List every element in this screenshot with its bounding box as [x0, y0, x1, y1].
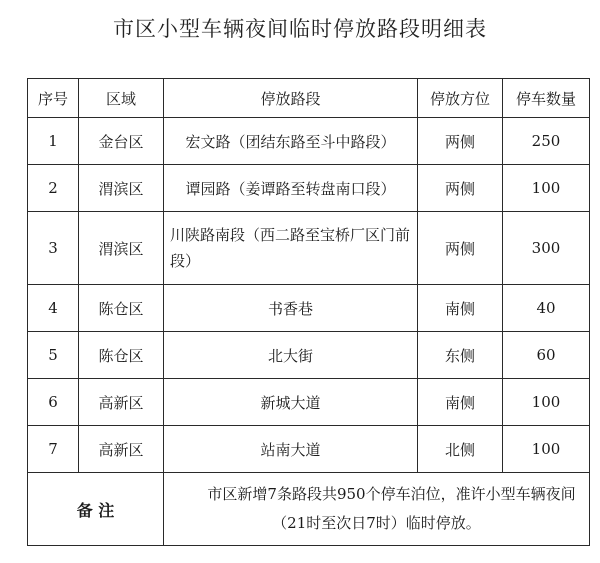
page-title: 市区小型车辆夜间临时停放路段明细表 — [113, 17, 487, 41]
seq-cell: 5 — [28, 332, 79, 379]
seq-cell: 7 — [28, 426, 79, 473]
count-cell: 250 — [503, 118, 590, 165]
count-cell: 100 — [503, 165, 590, 212]
side-cell: 两侧 — [418, 212, 503, 285]
table-row — [28, 212, 590, 285]
side-cell: 北侧 — [418, 426, 503, 473]
district-cell: 陈仓区 — [79, 285, 164, 332]
header-district: 区域 — [79, 79, 164, 118]
road-cell: 川陕路南段（西二路至宝桥厂区门前段） — [164, 212, 418, 285]
table-row — [28, 426, 590, 473]
road-cell: 北大街 — [164, 332, 418, 379]
count-cell: 100 — [503, 379, 590, 426]
count-cell: 100 — [503, 426, 590, 473]
road-cell: 书香巷 — [164, 285, 418, 332]
seq-cell: 6 — [28, 379, 79, 426]
side-cell: 南侧 — [418, 285, 503, 332]
side-cell: 南侧 — [418, 379, 503, 426]
header-seq: 序号 — [28, 79, 79, 118]
note-label: 备 注 — [28, 473, 164, 546]
road-cell: 站南大道 — [164, 426, 418, 473]
seq-cell: 4 — [28, 285, 79, 332]
table-row — [28, 379, 590, 426]
count-cell: 60 — [503, 332, 590, 379]
table-row — [28, 118, 590, 165]
district-cell: 金台区 — [79, 118, 164, 165]
seq-cell: 3 — [28, 212, 79, 285]
side-cell: 两侧 — [418, 165, 503, 212]
count-cell: 40 — [503, 285, 590, 332]
parking-table — [27, 78, 590, 546]
district-cell: 陈仓区 — [79, 332, 164, 379]
header-road: 停放路段 — [164, 79, 418, 118]
seq-cell: 1 — [28, 118, 79, 165]
district-cell: 渭滨区 — [79, 165, 164, 212]
table-row — [28, 332, 590, 379]
header-row — [28, 79, 590, 118]
road-cell: 宏文路（团结东路至斗中路段） — [164, 118, 418, 165]
side-cell: 东侧 — [418, 332, 503, 379]
district-cell: 高新区 — [79, 379, 164, 426]
road-cell: 新城大道 — [164, 379, 418, 426]
table-row — [28, 165, 590, 212]
road-cell: 谭园路（姜谭路至转盘南口段） — [164, 165, 418, 212]
seq-cell: 2 — [28, 165, 79, 212]
table-row — [28, 285, 590, 332]
header-side: 停放方位 — [418, 79, 503, 118]
district-cell: 高新区 — [79, 426, 164, 473]
side-cell: 两侧 — [418, 118, 503, 165]
count-cell: 300 — [503, 212, 590, 285]
header-count: 停车数量 — [503, 79, 590, 118]
note-text: 市区新增7条路段共950个停车泊位，准许小型车辆夜间（21时至次日7时）临时停放。 — [164, 473, 590, 546]
district-cell: 渭滨区 — [79, 212, 164, 285]
note-row — [28, 473, 590, 546]
